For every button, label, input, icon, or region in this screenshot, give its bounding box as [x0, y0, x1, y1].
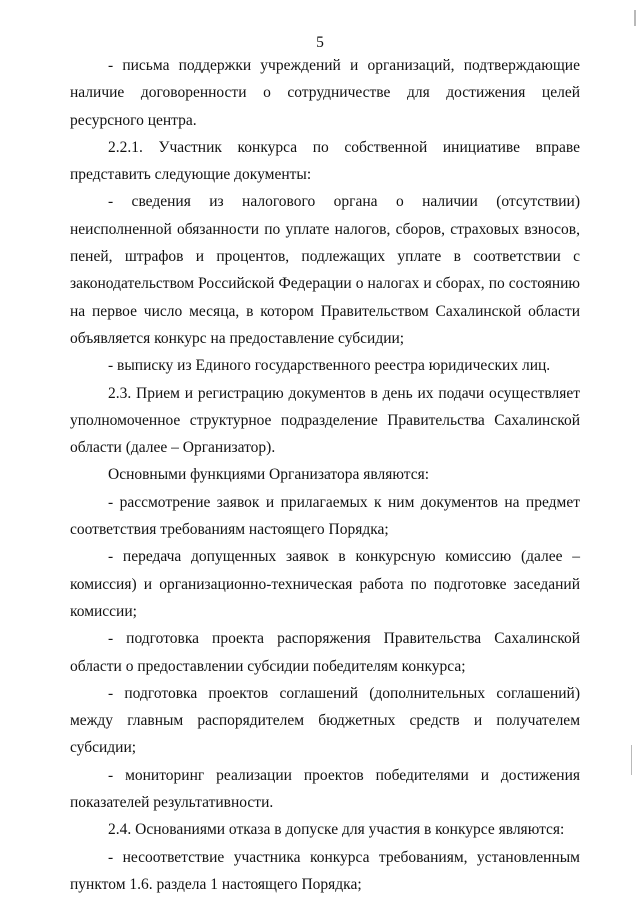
- scan-edge-mark: [634, 10, 636, 26]
- paragraph-2-3: 2.3. Прием и регистрацию документов в день их подачи осуществляет уполномоченное структурное подразделение Правительства Сахалинской области (далее – Организатор).: [70, 384, 580, 457]
- paragraph-function-transfer: - передача допущенных заявок в конкурсную комиссию (далее – комиссия) и организационно-техническая работа по подготовке заседаний комиссии;: [70, 548, 580, 620]
- paragraph-registry-extract: - выписку из Единого государственного реестра юридических лиц.: [108, 357, 551, 375]
- paragraph-2-4: 2.4. Основаниями отказа в допуске для участия в конкурсе являются:: [108, 821, 565, 839]
- paragraph-function-agreements: - подготовка проектов соглашений (дополнительных соглашений) между главным распорядителем бюджетных средств и получателем субсидии;: [70, 684, 580, 757]
- paragraph-support-letters: - письма поддержки учреждений и организаций, подтверждающие наличие договоренности о сотрудничестве для достижения целей ресурсного центра.: [70, 57, 580, 129]
- paragraph-tax-info: - сведения из налогового органа о наличии (отсутствии) неисполненной обязанности по уплате налогов, сборов, страховых взносов, пеней, штрафов и процентов, подлежащих уплате в соответствии с законодательством Российской Федерации о налогах и сборах, по состоянию на первое число месяца, в котором Правительством Сахалинской области объявляется конкурс на предоставление субсидии;: [70, 193, 580, 347]
- paragraph-function-review: - рассмотрение заявок и прилагаемых к ним документов на предмет соответствия требованиям настоящего Порядка;: [70, 493, 580, 539]
- paragraph-2-2-1: 2.2.1. Участник конкурса по собственной инициативе вправе представить следующие документы:: [70, 138, 580, 184]
- scan-edge-mark: [631, 745, 632, 775]
- paragraph-noncompliance: - несоответствие участника конкурса требованиям, установленным пунктом 1.6. раздела 1 настоящего Порядка;: [70, 848, 580, 893]
- page-number: 5: [316, 34, 324, 51]
- document-body: [70, 52, 580, 898]
- paragraph-function-monitoring: - мониторинг реализации проектов победителями и достижения показателей результативности.: [70, 766, 580, 812]
- paragraph-organizer-functions: Основными функциями Организатора являются:: [108, 466, 430, 484]
- paragraph-function-order-draft: - подготовка проекта распоряжения Правительства Сахалинской области о предоставлении субсидии победителям конкурса;: [70, 630, 580, 675]
